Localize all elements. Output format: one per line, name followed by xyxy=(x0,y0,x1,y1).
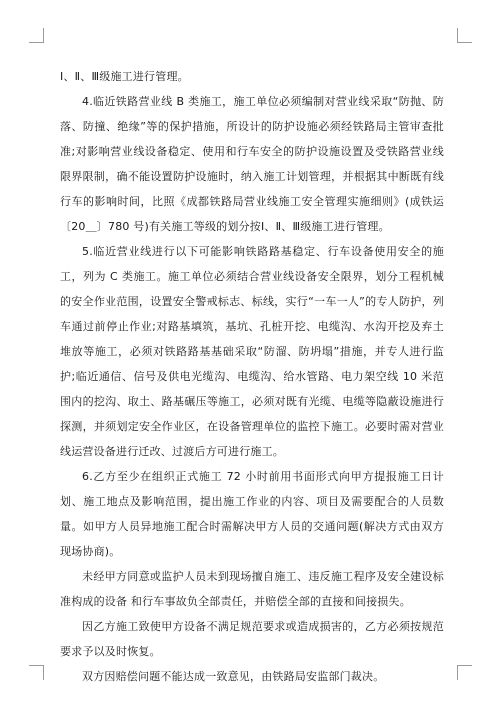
crop-mark-bottom-left xyxy=(29,665,44,680)
crop-mark-top-left xyxy=(29,28,44,43)
crop-mark-top-right xyxy=(457,28,472,43)
document-body xyxy=(60,64,444,689)
crop-mark-bottom-right xyxy=(457,665,472,680)
paragraph-continuation: Ⅰ、Ⅱ、Ⅲ级施工进行管理。 xyxy=(60,70,189,83)
paragraph-item-4: 4.临近铁路营业线 B 类施工，施工单位必须编制对营业线采取“防抛、防落、防撞、绝缘”等的保护措施，所设计的防护设施必须经铁路局主管审查批准;对影响营业线设备稳定、使用和行车安全的防护设施设置及受铁路营业线限界限制，确不能设置防护设施时，纳入施工计划管理，并根据其中断既有线行车的影响时间，比照《成都铁路局营业线施工安全管理实施细则》(成铁运〔20＿〕780 号)有关施工等级的划分按Ⅰ、Ⅱ、Ⅲ级施工进行管理。 xyxy=(60,95,444,233)
paragraph-item-6: 6.乙方至少在组织正式施工 72 小时前用书面形式向甲方提报施工日计划、施工地点及影响范围，提出施工作业的内容、项目及需要配合的人员数量。如甲方人员异地施工配合时需解决甲方人员的交通问题(解决方式由双方现场协商)。 xyxy=(60,470,444,558)
paragraph-liability: 未经甲方同意或监护人员未到现场擅自施工、违反施工程序及安全建设标准构成的设备 和行车事故负全部责任，并赔偿全部的直接和间接损失。 xyxy=(60,570,444,608)
paragraph-restoration: 因乙方施工致使甲方设备不满足规范要求或造成损害的，乙方必须按规范要求予以及时恢复。 xyxy=(60,620,444,658)
paragraph-arbitration: 双方因赔偿问题不能达成一致意见，由铁路局安监部门裁决。 xyxy=(82,670,385,683)
paragraph-item-5: 5.临近营业线进行以下可能影响铁路路基稳定、行车设备使用安全的施工，列为 C 类施工。施工单位必须结合营业线设备安全限界，划分工程机械的安全作业范围，设置安全警戒标志、标线，实行“一车一人”的专人防护，列车通过前停止作业;对路基填筑，基坑、孔桩开挖、电缆沟、水沟开挖及弃土堆放等施工，必须对铁路路基基础采取“防溜、防坍塌”措施，并专人进行监护;临近通信、信号及供电光缆沟、电缆沟、给水管路、电力架空线 10 米范围内的挖沟、取土、路基碾压等施工，必须对既有光缆、电缆等隐蔽设施进行探测，并须划定安全作业区，在设备管理单位的监控下施工。必要时需对营业线运营设备进行迁改、过渡后方可进行施工。 xyxy=(60,245,444,458)
